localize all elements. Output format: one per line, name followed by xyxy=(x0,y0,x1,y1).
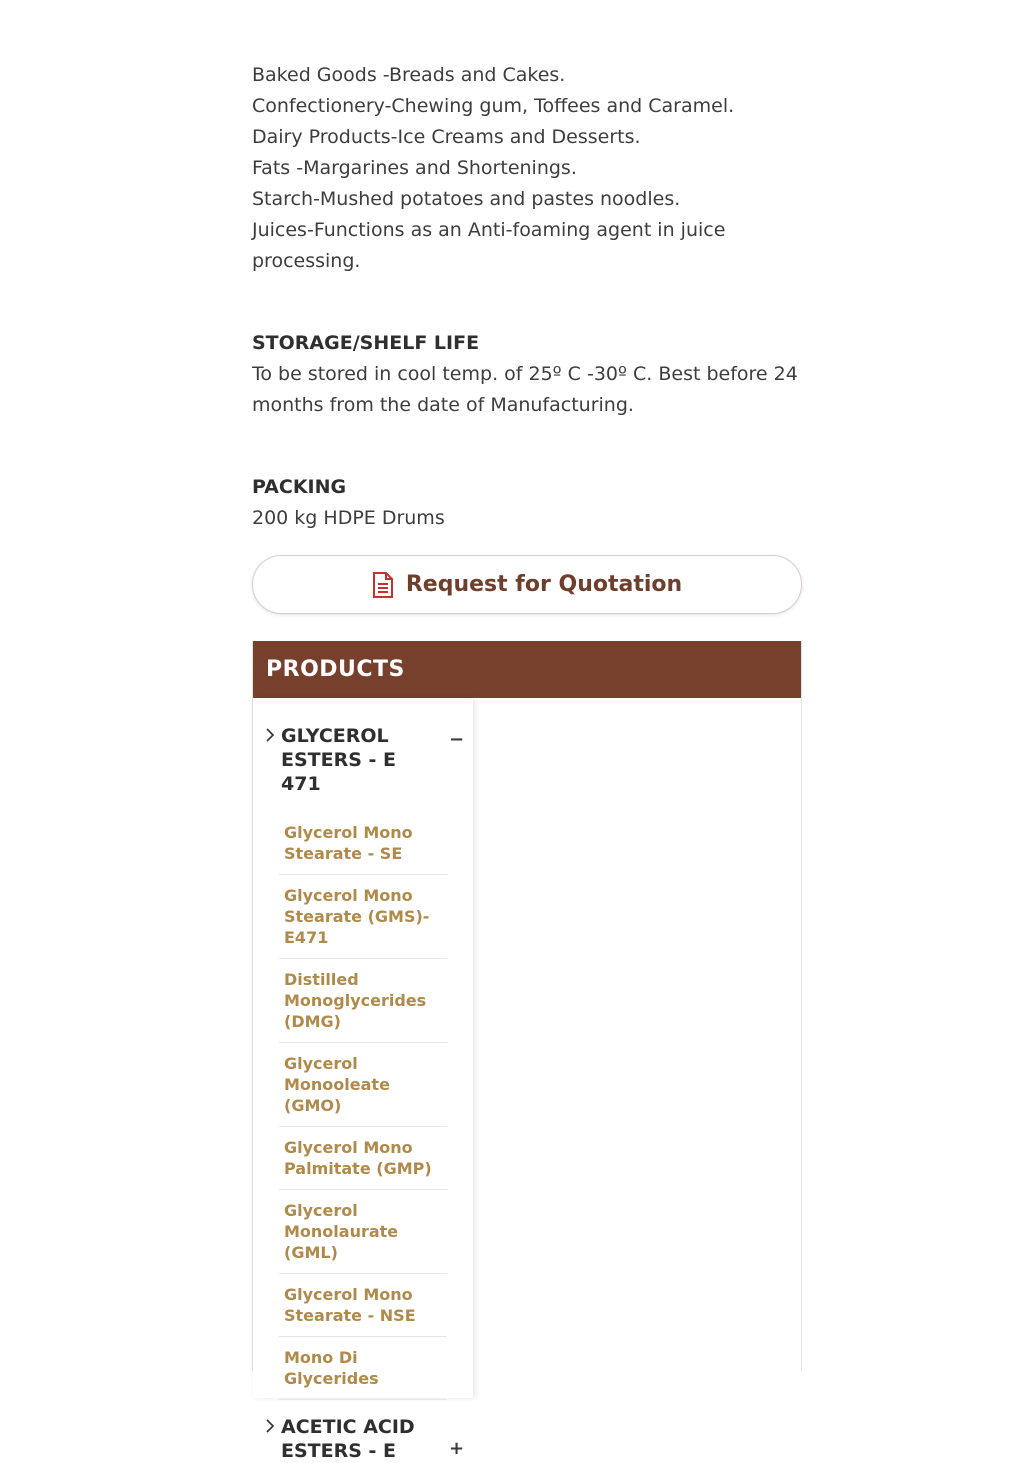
request-quotation-label: Request for Quotation xyxy=(405,572,683,597)
subcategory-link[interactable]: Distilled Monoglycerides (DMG) xyxy=(279,959,447,1043)
applications-list xyxy=(252,60,802,277)
subcategory-link[interactable]: Glycerol Mono Stearate - NSE xyxy=(279,1274,447,1337)
collapse-icon[interactable]: − xyxy=(449,729,465,750)
request-quotation-button[interactable] xyxy=(252,555,802,614)
packing-heading: PACKING xyxy=(252,476,347,498)
subcategory-link[interactable]: Glycerol Mono Palmitate (GMP) xyxy=(279,1127,447,1190)
storage-heading: STORAGE/SHELF LIFE xyxy=(252,332,480,354)
subcategory-link[interactable]: Glycerol Mono Stearate - SE xyxy=(279,812,447,875)
subcategory-link[interactable]: Mono Di Glycerides xyxy=(279,1337,447,1400)
storage-section xyxy=(252,328,802,421)
category-glycerol-esters[interactable] xyxy=(253,698,473,1400)
products-widget xyxy=(252,641,802,1462)
category-menu xyxy=(253,698,473,1462)
application-item: Dairy Products-Ice Creams and Desserts. xyxy=(252,126,641,148)
subcategory-link[interactable]: Glycerol Monooleate (GMO) xyxy=(279,1043,447,1127)
application-item: Fats -Margarines and Shortenings. xyxy=(252,157,577,179)
category-acetic-acid-esters[interactable] xyxy=(253,1400,473,1463)
subcategory-link[interactable]: Glycerol Monolaurate (GML) xyxy=(279,1190,447,1274)
application-item: Confectionery-Chewing gum, Toffees and Caramel. xyxy=(252,95,735,117)
document-icon xyxy=(372,572,394,598)
packing-text: 200 kg HDPE Drums xyxy=(252,507,445,529)
chevron-right-icon xyxy=(265,728,275,742)
application-item: Juices-Functions as an Anti-foaming agent in juice processing. xyxy=(252,219,726,272)
packing-section xyxy=(252,472,802,534)
products-heading: PRODUCTS xyxy=(253,641,801,698)
expand-icon[interactable]: + xyxy=(449,1438,465,1459)
category-name[interactable]: GLYCEROL ESTERS - E 471 xyxy=(281,725,397,795)
category-name[interactable]: ACETIC ACID ESTERS - E xyxy=(281,1416,415,1462)
application-item: Baked Goods -Breads and Cakes. xyxy=(252,64,566,86)
product-details xyxy=(252,60,802,534)
subcategory-link[interactable]: Glycerol Mono Stearate (GMS)-E471 xyxy=(279,875,447,959)
chevron-right-icon xyxy=(265,1419,275,1433)
application-item: Starch-Mushed potatoes and pastes noodles. xyxy=(252,188,681,210)
subcategory-list xyxy=(279,812,473,1400)
storage-text: To be stored in cool temp. of 25º C -30º C. Best before 24 months from the date of Manufacturing. xyxy=(252,363,798,416)
